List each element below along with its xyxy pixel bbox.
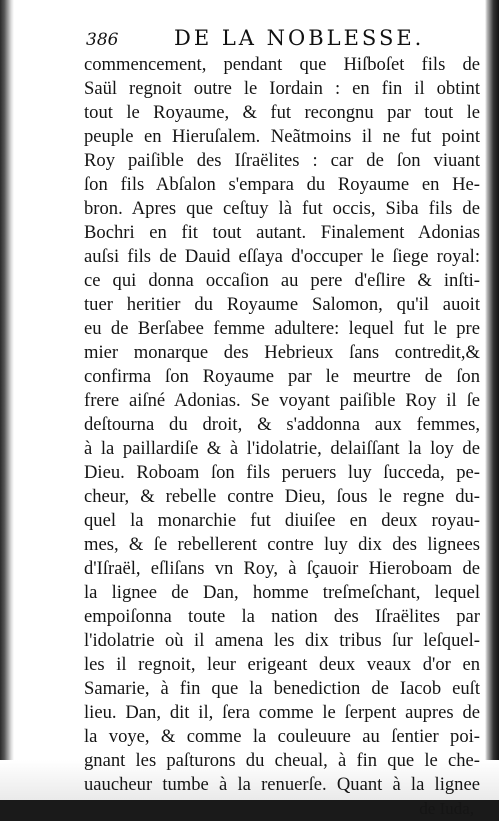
text-line: lieu. Dan, dit il, ſera comme le ſerpent aupres de (84, 702, 480, 723)
text-line: quel la monarchie fut diuiſee en deux royau- (84, 510, 480, 531)
text-line: frere aiſné Adonias. Se voyant paiſible Roy il ſe (84, 390, 480, 411)
text-line: ce qui donna occaſion au pere d'eſlire & inſti- (84, 270, 480, 291)
text-line: eu de Berſabee femme adultere: lequel fut le pre (84, 318, 480, 339)
body-text (84, 53, 480, 821)
text-line: l'idolatrie où il amena les dix tribus ſur leſquel- (84, 630, 480, 651)
text-line: commencement, pendant que Hiſboſet fils de (84, 54, 480, 75)
text-line: la voye, & comme la couleuure au ſentier poi- (84, 726, 480, 747)
text-line: empoiſonna toute la nation des Iſraëlites par (84, 606, 480, 627)
text-line: Roy paiſible des Iſraëlites : car de ſon viuant (84, 150, 480, 171)
text-line: confirma ſon Royaume par le meurtre de ſon (84, 366, 480, 387)
text-line: tout le Royaume, & fut recongnu par tout le (84, 102, 480, 123)
running-head: DE LA NOBLESSE. (174, 26, 425, 50)
text-line: ſon fils Abſalon s'empara du Royaume en He- (84, 174, 480, 195)
text-line: peuple en Hieruſalem. Neãtmoins il ne fut point (84, 126, 480, 147)
catchword: de Iuda, (419, 799, 474, 818)
text-line: mier monarque des Hebrieux ſans contredit,& (84, 342, 480, 363)
text-line: auſsi fils de Dauid eſſaya d'occuper le ſiege royal: (84, 246, 480, 267)
text-line: gnant les paſturons du cheual, à fin que le che- (84, 750, 480, 771)
text-line: Saül regnoit outre le Iordain : en fin il obtint (84, 78, 480, 99)
text-line: Samarie, à fin que la benediction de Iacob euſt (84, 678, 480, 699)
text-line: mes, & ſe rebellerent contre luy dix des lignees (84, 534, 480, 555)
page-edge-shadow-left (0, 0, 14, 800)
text-line: Bochri en fit tout autant. Finalement Adonias (84, 222, 480, 243)
text-line: bron. Apres que ceſtuy là fut occis, Siba fils de (84, 198, 480, 219)
page-edge-shadow-right (485, 0, 499, 800)
text-line: les il regnoit, leur erigeant deux veaux d'or en (84, 654, 480, 675)
text-line: uaucheur tumbe à la renuerſe. Quant à la lignee (84, 774, 480, 795)
text-line: d'Iſraël, eſliſans vn Roy, à ſçauoir Hieroboam de (84, 558, 480, 579)
page-number: 386 (86, 30, 119, 50)
page-header (86, 24, 426, 52)
text-line: la lignee de Dan, homme treſmeſchant, lequel (84, 582, 480, 603)
text-line: cheur, & rebelle contre Dieu, ſous le regne du- (84, 486, 480, 507)
text-line: tuer heritier du Royaume Salomon, qu'il auoit (84, 294, 480, 315)
text-line: Dieu. Roboam ſon fils peruers luy ſucceda, pe- (84, 462, 480, 483)
text-line: à la paillardiſe & à l'idolatrie, delaiſſant la loy de (84, 438, 480, 459)
text-line: deſtourna du droit, & s'addonna aux femmes, (84, 414, 480, 435)
